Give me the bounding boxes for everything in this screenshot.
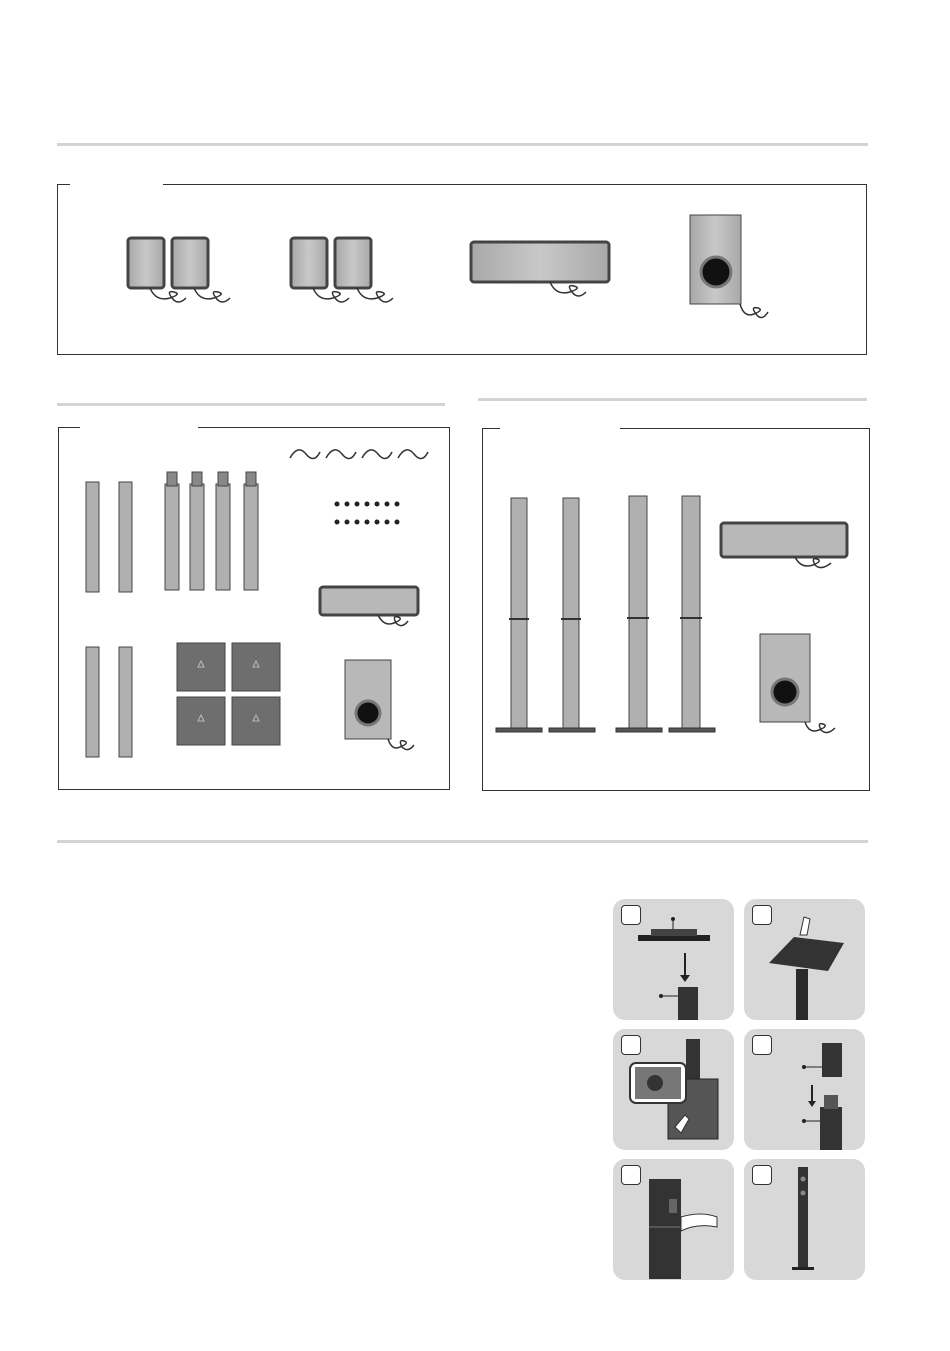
tall-speaker-2-image	[549, 498, 595, 732]
step-panel-6	[744, 1159, 865, 1280]
tall-speaker-3-image	[616, 496, 662, 732]
step-panel-4	[744, 1029, 865, 1150]
step-4-illustration	[744, 1029, 865, 1150]
step-panel-1	[613, 899, 734, 1020]
section-divider-install	[57, 840, 868, 843]
tall-speaker-1-image	[496, 498, 542, 732]
step-6-illustration	[744, 1159, 865, 1280]
step-3-illustration	[613, 1029, 734, 1150]
step-panel-5	[613, 1159, 734, 1280]
step-2-illustration	[744, 899, 865, 1020]
step-1-illustration	[613, 899, 734, 1020]
step-panel-2	[744, 899, 865, 1020]
tall-kit-subwoofer-image	[760, 634, 835, 733]
tall-speaker-4-image	[669, 496, 715, 732]
tall-kit-center-speaker-image	[721, 523, 847, 568]
step-5-illustration	[613, 1159, 734, 1280]
step-panel-3	[613, 1029, 734, 1150]
